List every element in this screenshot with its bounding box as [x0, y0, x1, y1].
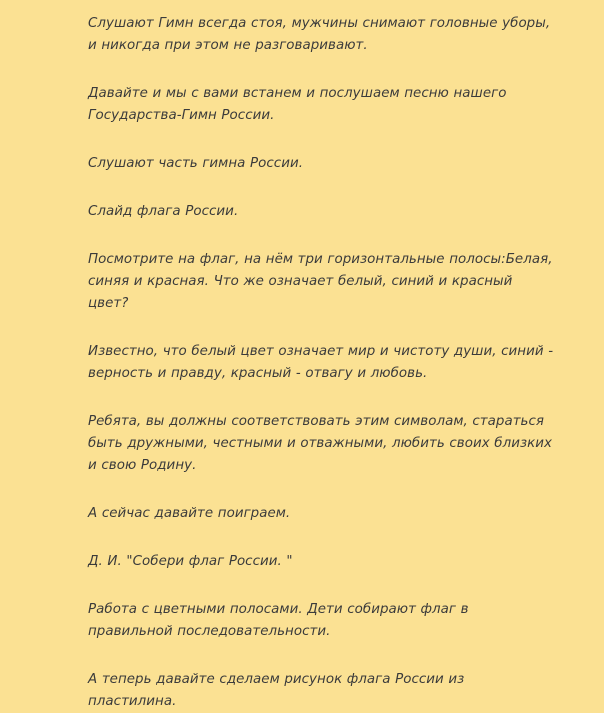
paragraph-anthem-etiquette: Слушают Гимн всегда стоя, мужчины снимают головные уборы, и никогда при этом не разговаривают.	[88, 16, 555, 53]
paragraph-game-title: Д. И. "Собери флаг России. "	[88, 554, 293, 569]
paragraph-stripes-activity: Работа с цветными полосами. Дети собирают флаг в правильной последовательности.	[88, 602, 474, 639]
paragraph-colors-meaning: Известно, что белый цвет означает мир и чистоту души, синий - верность и правду, красный - отвагу и любовь.	[88, 344, 558, 381]
paragraph-plasticine-activity: А теперь давайте сделаем рисунок флага России из пластилина.	[88, 672, 469, 709]
paragraph-flag-stripes-question: Посмотрите на флаг, на нём три горизонтальные полосы:Белая, синяя и красная. Что же означает белый, синий и красный цвет?	[88, 252, 558, 311]
paragraph-lets-play: А сейчас давайте поиграем.	[88, 506, 291, 521]
paragraph-flag-slide: Слайд флага России.	[88, 204, 239, 219]
paragraph-listen-anthem-part: Слушают часть гимна России.	[88, 156, 304, 171]
paragraph-invitation-to-stand: Давайте и мы с вами встанем и послушаем песню нашего Государства-Гимн России.	[88, 86, 512, 123]
paragraph-moral-appeal: Ребята, вы должны соответствовать этим символам, стараться быть дружными, честными и отважными, любить своих близких и свою Родину.	[88, 414, 557, 473]
